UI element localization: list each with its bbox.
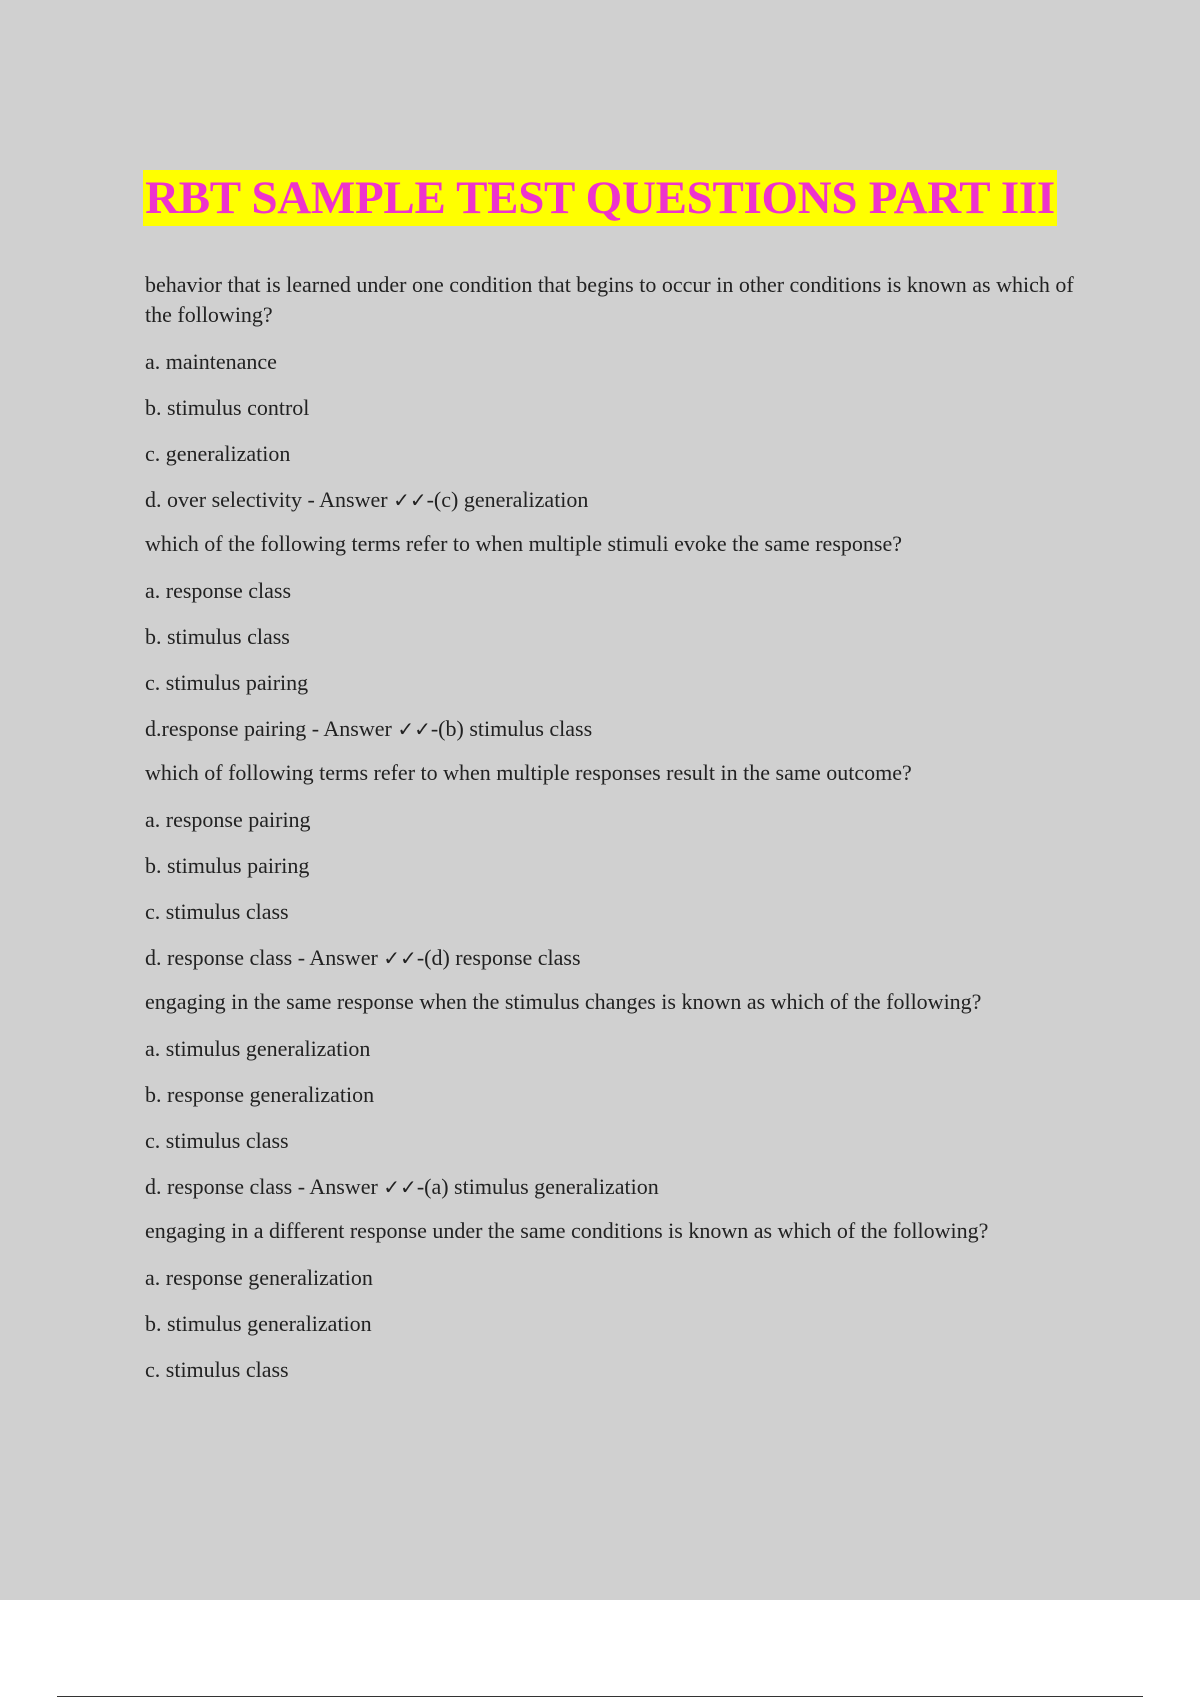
double-check-icon: ✓✓ <box>393 488 427 512</box>
answer-prefix: - Answer <box>292 1174 384 1199</box>
question-option: b. stimulus generalization <box>145 1311 372 1336</box>
question-text: engaging in a different response under the same conditions is known as which of the following? <box>145 1218 989 1243</box>
page-title: RBT SAMPLE TEST QUESTIONS PART III <box>145 172 1055 224</box>
footer-divider <box>57 1696 1143 1697</box>
answer-line <box>145 943 1080 973</box>
answer-line <box>145 714 1080 744</box>
answer-prefix: - Answer <box>292 945 384 970</box>
answer-text: -(d) response class <box>416 945 581 970</box>
question-option: c. stimulus class <box>145 1128 289 1153</box>
answer-prefix: - Answer <box>306 716 398 741</box>
answer-line <box>145 1172 1080 1202</box>
answer-text: -(b) stimulus class <box>430 716 593 741</box>
question-option: a. response generalization <box>145 1265 373 1290</box>
question-option: d. response class <box>145 1174 293 1199</box>
double-check-icon: ✓✓ <box>397 717 431 741</box>
question-option: b. stimulus class <box>145 624 290 649</box>
question-list <box>145 270 1080 1401</box>
answer-prefix: - Answer <box>302 487 394 512</box>
double-check-icon: ✓✓ <box>383 1175 417 1199</box>
question-option: d. response class <box>145 945 293 970</box>
question-option: b. response generalization <box>145 1082 375 1107</box>
answer-text: -(a) stimulus generalization <box>416 1174 659 1199</box>
answer-line <box>145 485 1080 515</box>
question-text: behavior that is learned under one condition that begins to occur in other conditions is known as which of the following? <box>145 272 1074 327</box>
question-option: a. stimulus generalization <box>145 1036 371 1061</box>
question-option: c. stimulus pairing <box>145 670 309 695</box>
title-container <box>0 170 1200 226</box>
question-option: c. generalization <box>145 441 291 466</box>
question-option: c. stimulus class <box>145 899 289 924</box>
question-text: which of following terms refer to when multiple responses result in the same outcome? <box>145 760 912 785</box>
answer-text: -(c) generalization <box>426 487 589 512</box>
question-option: b. stimulus pairing <box>145 853 310 878</box>
question-option: a. maintenance <box>145 349 277 374</box>
question-option: c. stimulus class <box>145 1357 289 1382</box>
question-text: engaging in the same response when the stimulus changes is known as which of the following? <box>145 989 982 1014</box>
question-option: a. response pairing <box>145 807 311 832</box>
double-check-icon: ✓✓ <box>383 946 417 970</box>
question-option: b. stimulus control <box>145 395 310 420</box>
question-option: d. over selectivity <box>145 487 303 512</box>
question-option: a. response class <box>145 578 292 603</box>
question-option: d.response pairing <box>145 716 307 741</box>
question-text: which of the following terms refer to when multiple stimuli evoke the same response? <box>145 531 902 556</box>
